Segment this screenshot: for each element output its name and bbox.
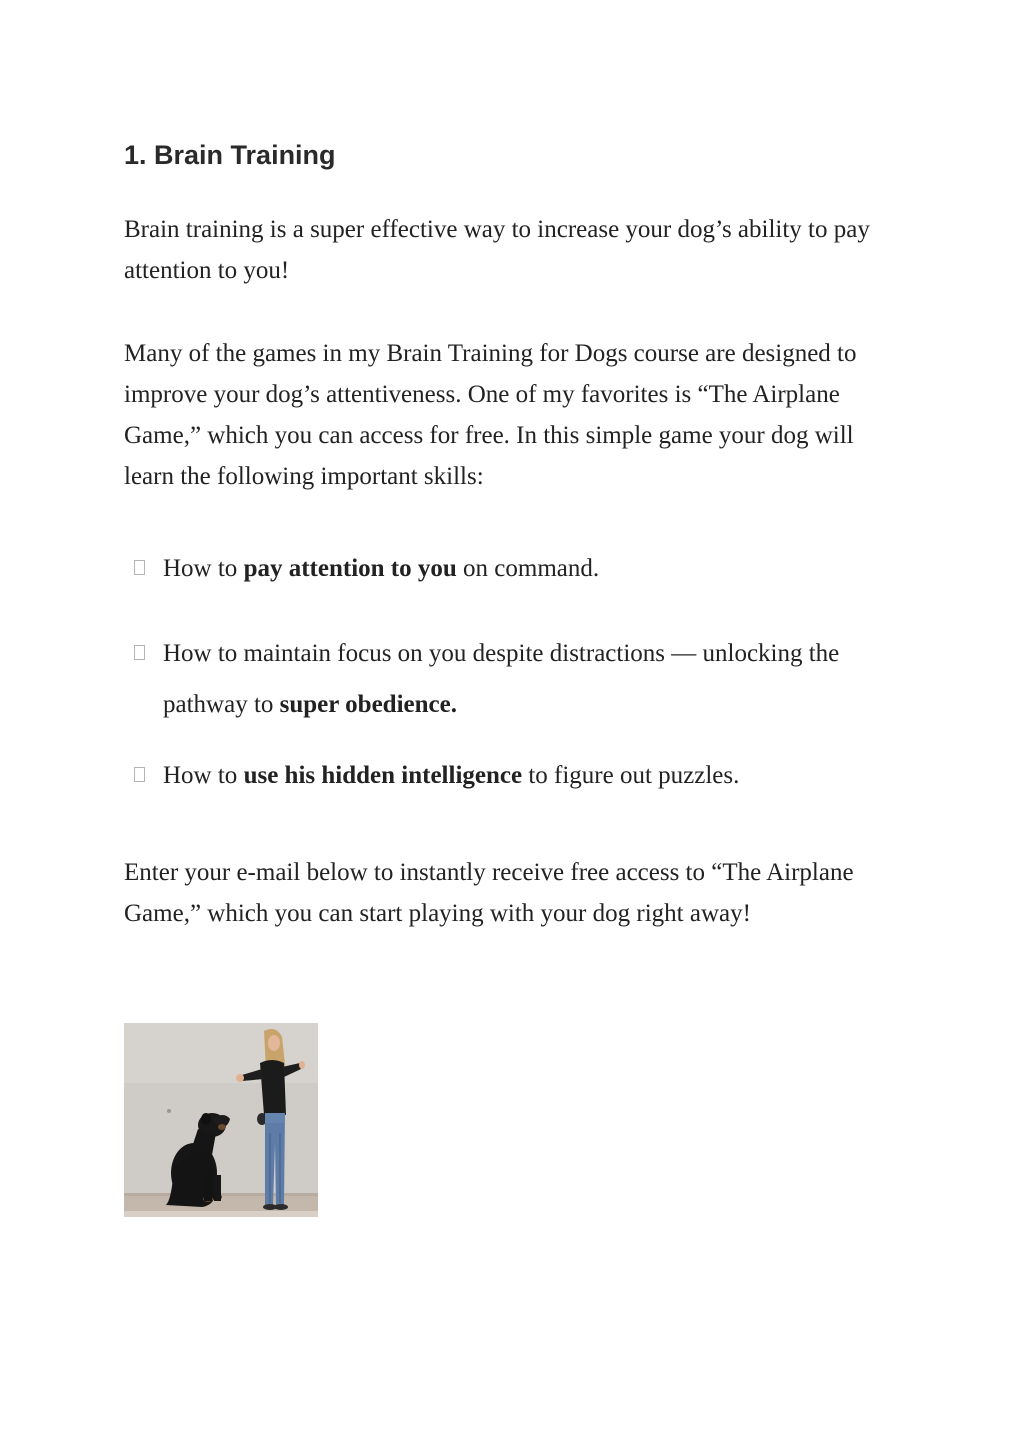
intro-paragraph: Brain training is a super effective way to increase your dog’s ability to pay attention to you! [124, 216, 870, 284]
checkbox-bullet-icon [134, 767, 145, 782]
list-item [124, 543, 904, 594]
list-item-text-bold: pay attention to you [243, 555, 457, 582]
games-paragraph: Many of the games in my Brain Training for Dogs course are designed to improve your dog’s attentiveness. One of my favorites is “The Airplane Game,” which you can access for free. In this simple game your dog will learn the following important skills: [124, 340, 857, 490]
section-heading: 1. Brain Training [124, 140, 336, 170]
list-item [124, 750, 904, 801]
list-item-text-bold: use his hidden intelligence [243, 762, 523, 789]
list-item-text-bold: super obedience. [279, 691, 457, 718]
list-item-text [163, 628, 883, 730]
dog-training-photo [124, 1023, 318, 1217]
list-item-text-after: to figure out puzzles. [522, 762, 740, 789]
list-item-text [163, 543, 883, 594]
checkbox-bullet-icon [134, 560, 145, 575]
list-item-text-after: on command. [456, 555, 600, 582]
list-item [124, 628, 904, 730]
list-item-text-before: How to [163, 555, 244, 582]
checkbox-bullet-icon [134, 645, 145, 660]
list-item-text-before: How to maintain focus on you despite distractions — unlocking the pathway to [163, 640, 840, 718]
signup-paragraph: Enter your e-mail below to instantly receive free access to “The Airplane Game,” which you can start playing with your dog right away! [124, 859, 854, 927]
list-item-text [163, 750, 883, 801]
list-item-text-before: How to [163, 762, 244, 789]
